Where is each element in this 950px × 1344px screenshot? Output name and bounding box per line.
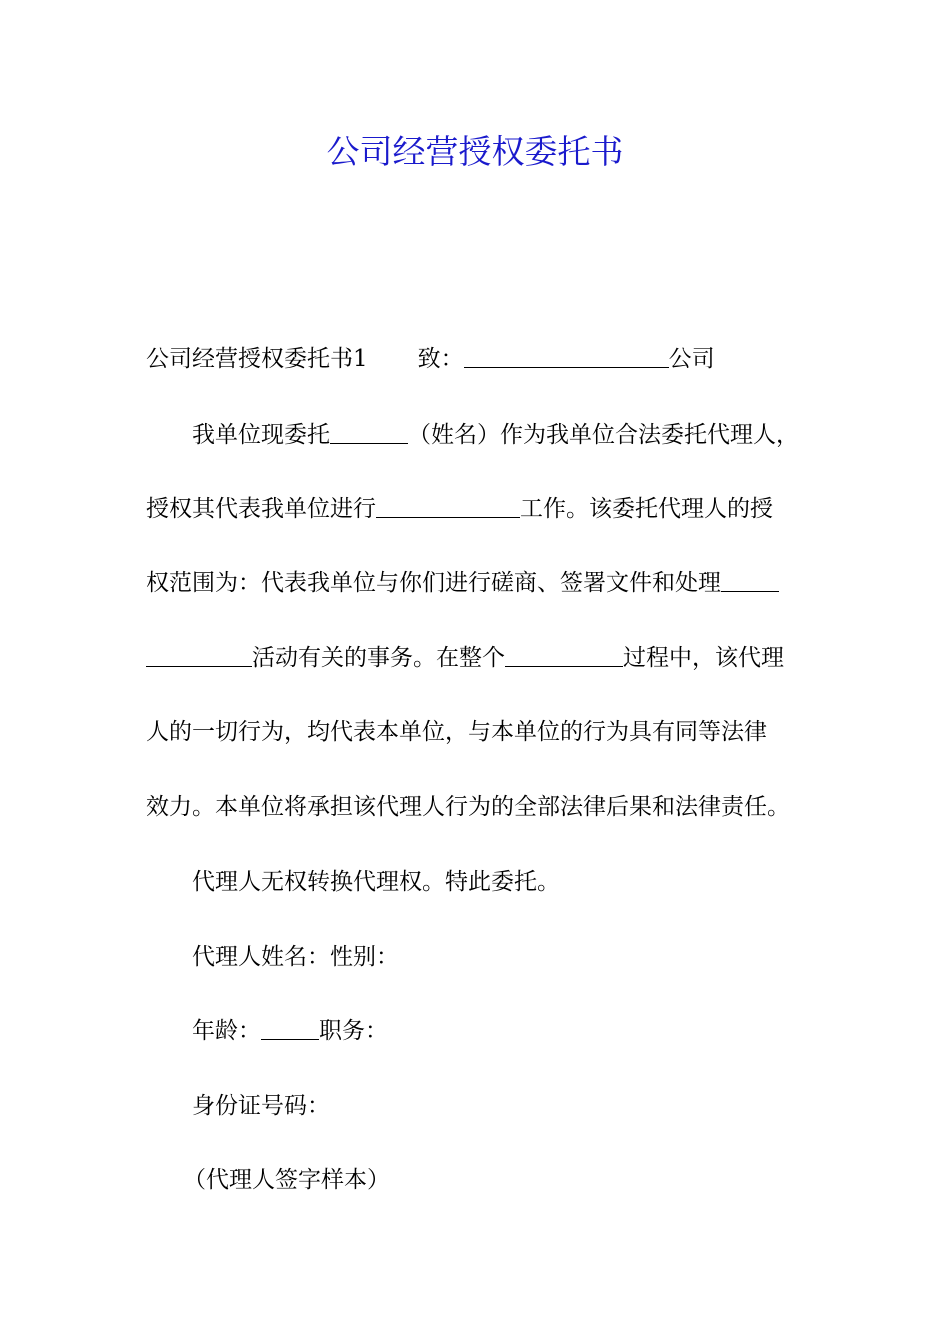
para1-line3: 权范围为：代表我单位与你们进行磋商、签署文件和处理 [146, 565, 779, 601]
to-label: 致： [417, 346, 464, 372]
heading-label: 公司经营授权委托书1 [146, 346, 368, 372]
id-number-line: 身份证号码： [192, 1093, 330, 1119]
heading-line [146, 341, 715, 377]
para1-line2: 授权其代表我单位进行 工作。该委托代理人的授 [146, 491, 773, 527]
company-blank [464, 343, 669, 368]
matter-blank-b [146, 642, 252, 667]
para1-line6: 效力。本单位将承担该代理人行为的全部法律后果和法律责任。 [146, 794, 790, 820]
para1-line5: 人的一切行为，均代表本单位，与本单位的行为具有同等法律 [146, 719, 767, 745]
para1-line4: 活动有关的事务。在整个 过程中，该代理 [146, 640, 784, 676]
age-blank [261, 1015, 319, 1040]
process-blank [505, 642, 623, 667]
age-position-line [192, 1013, 388, 1049]
to-suffix: 公司 [668, 346, 715, 372]
position-label: 职务： [319, 1018, 388, 1044]
document-title: 公司经营授权委托书 [326, 132, 624, 171]
para1-line1: 我单位现委托 （姓名）作为我单位合法委托代理人， [192, 417, 799, 453]
matter-blank-a [721, 567, 779, 592]
signature-sample-line: （代理人签字样本） [183, 1167, 390, 1193]
agent-name-blank [330, 419, 408, 444]
agent-name-gender: 代理人姓名：性别： [192, 944, 399, 970]
age-label: 年龄： [192, 1018, 261, 1044]
work-blank [376, 493, 520, 518]
para2-line: 代理人无权转换代理权。特此委托。 [192, 869, 560, 895]
